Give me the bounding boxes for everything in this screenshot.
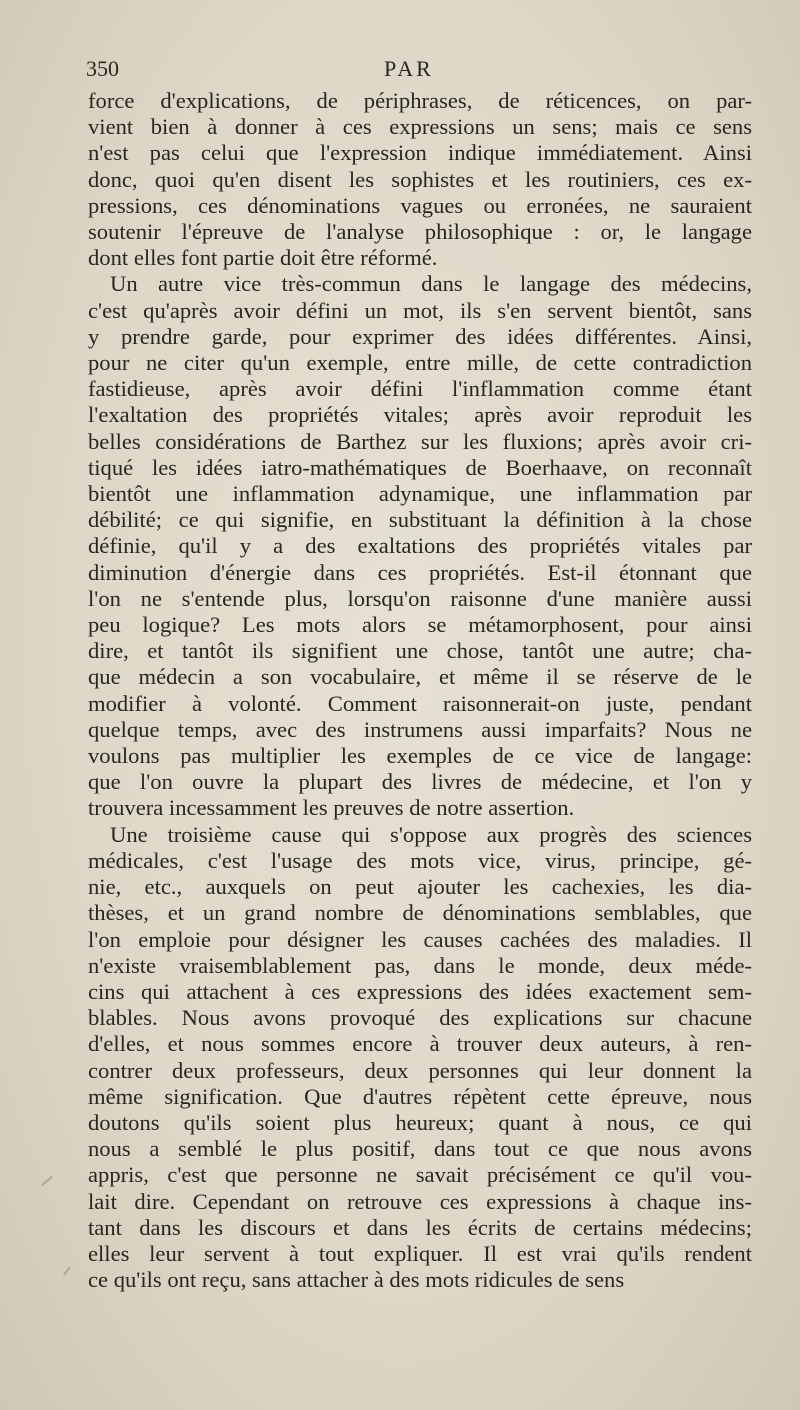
page-number: 350	[86, 56, 119, 81]
text-line: débilité; ce qui signifie, en substituant la définition à la chose	[88, 507, 752, 533]
paragraph	[88, 822, 752, 1294]
text-line: pressions, ces dénominations vagues ou erronées, ne sauraient	[88, 192, 752, 218]
paragraph	[88, 271, 752, 821]
text-line: trouvera incessamment les preuves de notre assertion.	[88, 795, 575, 821]
text-line: force d'explications, de périphrases, de réticences, on par-	[88, 88, 752, 113]
scan-speck	[63, 1267, 71, 1276]
text-line: voulons pas multiplier les exemples de ce vice de langage:	[88, 743, 752, 769]
text-line: dire, et tantôt ils signifient une chose, tantôt une autre; cha-	[88, 638, 752, 664]
text-line: belles considérations de Barthez sur les fluxions; après avoir cri-	[88, 428, 752, 454]
text-line: contrer deux professeurs, deux personnes qui leur donnent la	[88, 1057, 752, 1083]
body-text	[88, 88, 752, 1293]
text-line: donc, quoi qu'en disent les sophistes et les routiniers, ces ex-	[88, 166, 752, 192]
text-line: ce qu'ils ont reçu, sans attacher à des mots ridicules de sens	[88, 1267, 625, 1293]
text-line: Une troisième cause qui s'oppose aux progrès des sciences	[110, 821, 752, 847]
text-line: que médecin a son vocabulaire, et même il se réserve de le	[88, 664, 752, 690]
text-line: diminution d'énergie dans ces propriétés. Est-il étonnant que	[88, 559, 752, 585]
running-head	[86, 56, 760, 90]
text-line: définie, qu'il y a des exaltations des propriétés vitales par	[88, 533, 752, 559]
text-line: doutons qu'ils soient plus heureux; quant à nous, ce qui	[88, 1109, 752, 1135]
text-line: même signification. Que d'autres répètent cette épreuve, nous	[88, 1083, 752, 1109]
text-line: y prendre garde, pour exprimer des idées différentes. Ainsi,	[88, 323, 752, 349]
text-line: modifier à volonté. Comment raisonnerait-on juste, pendant	[88, 690, 752, 716]
text-line: l'on emploie pour désigner les causes cachées des maladies. Il	[88, 926, 752, 952]
text-line: l'exaltation des propriétés vitales; après avoir reproduit les	[88, 402, 752, 428]
text-line: tiqué les idées iatro-mathématiques de Boerhaave, on reconnaît	[88, 454, 752, 480]
text-line: tant dans les discours et dans les écrits de certains médecins;	[88, 1214, 752, 1240]
text-line: Un autre vice très-commun dans le langage des médecins,	[110, 271, 752, 297]
text-line: lait dire. Cependant on retrouve ces expressions à chaque ins-	[88, 1188, 752, 1214]
text-line: que l'on ouvre la plupart des livres de médecine, et l'on y	[88, 769, 752, 795]
text-line: quelque temps, avec des instrumens aussi imparfaits? Nous ne	[88, 716, 752, 742]
running-title: PAR	[384, 56, 434, 81]
text-line: cins qui attachent à ces expressions des idées exactement sem-	[88, 978, 752, 1004]
text-line: blables. Nous avons provoqué des explications sur chacune	[88, 1005, 752, 1031]
text-line: fastidieuse, après avoir défini l'inflammation comme étant	[88, 376, 752, 402]
text-line: c'est qu'après avoir défini un mot, ils s'en servent bientôt, sans	[88, 297, 752, 323]
text-line: nie, etc., auxquels on peut ajouter les cachexies, les dia-	[88, 874, 752, 900]
text-line: n'existe vraisemblablement pas, dans le monde, deux méde-	[88, 952, 752, 978]
text-line: l'on ne s'entende plus, lorsqu'on raisonne d'une manière aussi	[88, 585, 752, 611]
text-line: médicales, c'est l'usage des mots vice, virus, principe, gé-	[88, 847, 752, 873]
text-line: peu logique? Les mots alors se métamorphosent, pour ainsi	[88, 612, 752, 638]
text-line: bientôt une inflammation adynamique, une inflammation par	[88, 481, 752, 507]
text-line: dont elles font partie doit être réformé.	[88, 245, 438, 271]
text-line: vient bien à donner à ces expressions un sens; mais ce sens	[88, 114, 752, 140]
text-line: nous a semblé le plus positif, dans tout ce que nous avons	[88, 1136, 752, 1162]
text-line: d'elles, et nous sommes encore à trouver deux auteurs, à ren-	[88, 1031, 752, 1057]
paragraph	[88, 88, 752, 271]
text-line: pour ne citer qu'un exemple, entre mille, de cette contradiction	[88, 350, 752, 376]
text-line: soutenir l'épreuve de l'analyse philosophique : or, le langage	[88, 219, 752, 245]
text-line: n'est pas celui que l'expression indique immédiatement. Ainsi	[88, 140, 752, 166]
text-line: appris, c'est que personne ne savait précisément ce qu'il vou-	[88, 1162, 752, 1188]
text-line: thèses, et un grand nombre de dénominations semblables, que	[88, 900, 752, 926]
scan-speck	[41, 1176, 53, 1187]
text-line: elles leur servent à tout expliquer. Il est vrai qu'ils rendent	[88, 1240, 752, 1266]
